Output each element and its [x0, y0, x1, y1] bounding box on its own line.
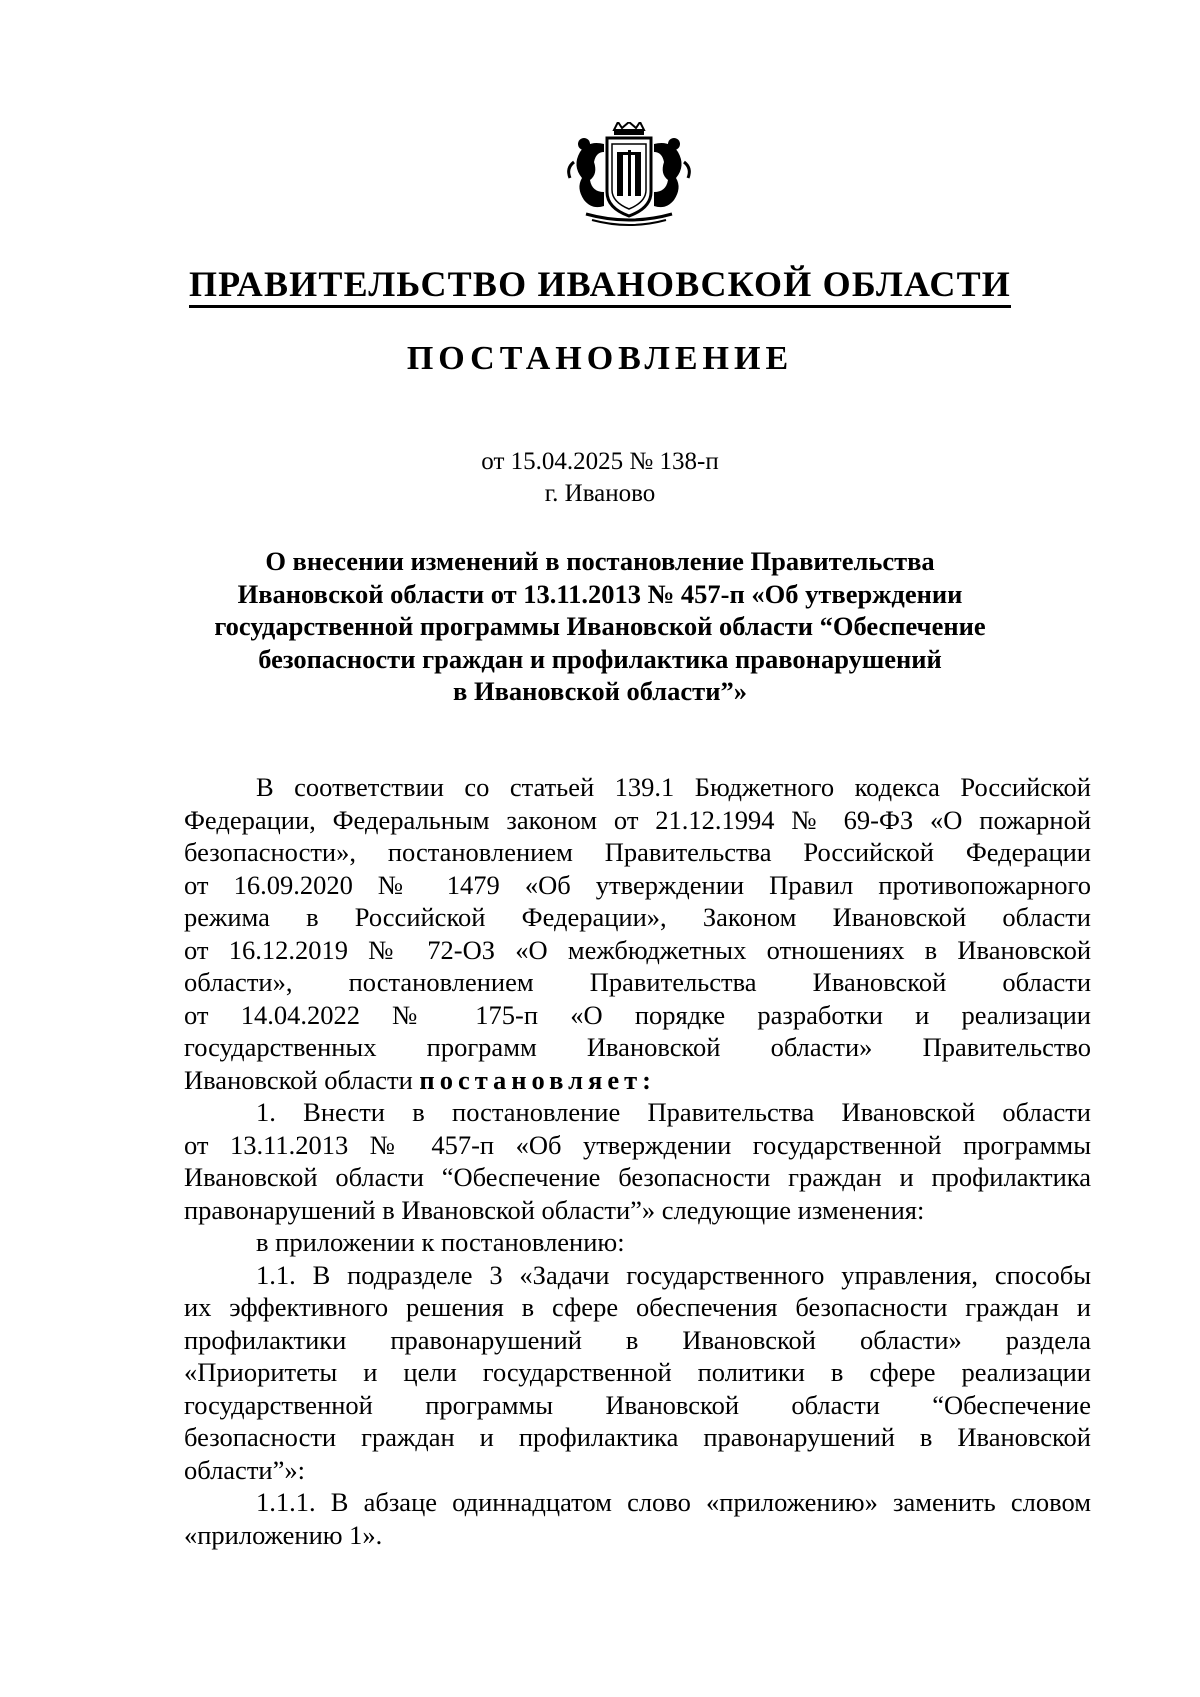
body-line-final — [184, 1064, 1091, 1097]
body-line: в приложении к постановлению: — [256, 1227, 625, 1257]
body-line: режима в Российской Федерации», Законом Ивановской области — [184, 902, 1091, 932]
document-meta — [0, 446, 1200, 510]
preamble-final-text: Ивановской области — [184, 1064, 420, 1095]
body-line: их эффективного решения в сфере обеспечения безопасности граждан и — [184, 1292, 1091, 1322]
subject-line: О внесении изменений в постановление Правительства — [265, 546, 935, 576]
body-line: «Приоритеты и цели государственной политики в сфере реализации — [184, 1357, 1091, 1387]
body-line: области”»: — [184, 1454, 305, 1485]
subject-line: Ивановской области от 13.11.2013 № 457-п «Об утверждении — [237, 578, 963, 609]
government-name — [0, 262, 1200, 306]
subject-line: безопасности граждан и профилактика правонарушений — [258, 643, 942, 674]
decree-word: постановляет: — [419, 1064, 656, 1095]
body-line: В соответствии со статьей 139.1 Бюджетного кодекса Российской — [256, 772, 1091, 802]
body-line: государственных программ Ивановской области» Правительство — [184, 1032, 1091, 1062]
document-type: ПОСТАНОВЛЕНИЕ — [406, 340, 794, 377]
body-line: от 13.11.2013 № 457-п «Об утверждении государственной программы — [184, 1129, 1091, 1160]
document-subject — [0, 545, 1200, 708]
government-name-text: ПРАВИТЕЛЬСТВО ИВАНОВСКОЙ ОБЛАСТИ — [189, 264, 1011, 308]
body-line: Федерации, Федеральным законом от 21.12.1994 № 69-ФЗ «О пожарной — [184, 804, 1091, 835]
body-line: области», постановлением Правительства Ивановской области — [184, 967, 1091, 997]
body-line: 1.1. В подразделе 3 «Задачи государственного управления, способы — [256, 1259, 1091, 1290]
body-line: государственной программы Ивановской области “Обеспечение — [184, 1389, 1091, 1420]
body-line: 1. Внести в постановление Правительства Ивановской области — [256, 1097, 1091, 1127]
city: г. Иваново — [544, 480, 656, 507]
body-line: безопасности граждан и профилактика правонарушений в Ивановской — [184, 1422, 1091, 1452]
body-line: от 16.09.2020 № 1479 «Об утверждении Правил противопожарного — [184, 869, 1091, 900]
body-line: безопасности», постановлением Правительства Российской Федерации — [184, 837, 1091, 867]
body-line: профилактики правонарушений в Ивановской области» раздела — [184, 1324, 1091, 1355]
subject-line: в Ивановской области”» — [453, 676, 747, 706]
body-line: от 14.04.2022 № 175-п «О порядке разработки и реализации — [184, 999, 1091, 1030]
document-body — [184, 771, 1091, 1551]
body-line: «приложению 1». — [184, 1519, 383, 1550]
body-line: правонарушений в Ивановской области”» следующие изменения: — [184, 1194, 925, 1225]
subject-line: государственной программы Ивановской области “Обеспечение — [214, 611, 986, 641]
date-number: от 15.04.2025 № 138-п — [481, 448, 719, 475]
body-line: Ивановской области “Обеспечение безопасности граждан и профилактика — [184, 1162, 1091, 1192]
body-line: от 16.12.2019 № 72-ОЗ «О межбюджетных отношениях в Ивановской — [184, 934, 1091, 965]
coat-of-arms-icon — [562, 122, 696, 230]
body-line: 1.1.1. В абзаце одиннадцатом слово «приложению» заменить словом — [256, 1487, 1091, 1517]
